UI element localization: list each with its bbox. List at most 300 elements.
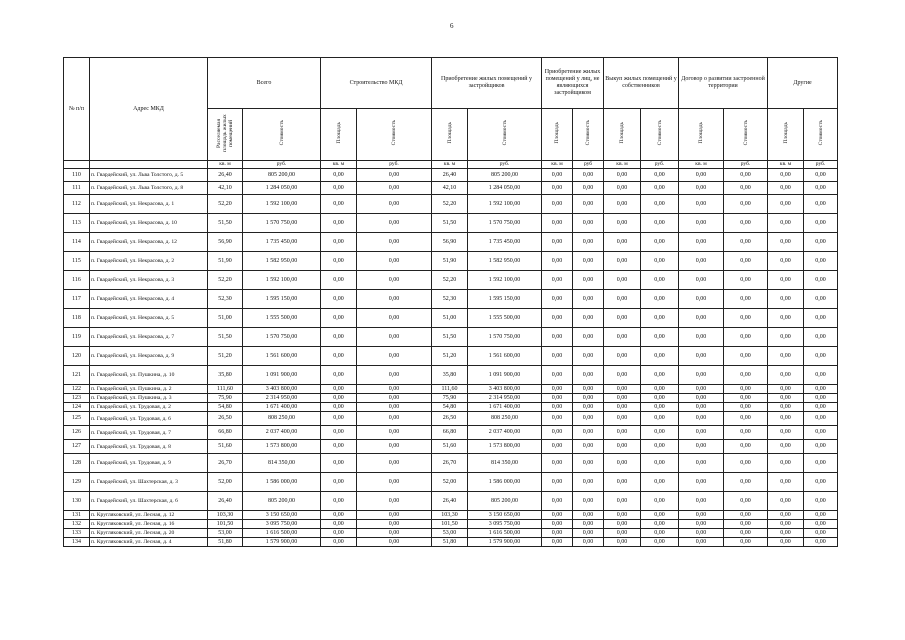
value-cell: 0,00 — [768, 366, 804, 385]
value-cell: 0,00 — [679, 492, 724, 511]
value-cell: 0,00 — [641, 403, 679, 412]
value-cell: 0,00 — [573, 412, 604, 426]
value-cell: 51,00 — [432, 309, 468, 328]
value-cell: 1 573 800,00 — [243, 440, 321, 454]
row-number-cell: 115 — [64, 252, 90, 271]
address-cell: п. Гвардейский, ул. Трудовая, д. 6 — [90, 412, 208, 426]
value-cell: 53,00 — [432, 529, 468, 538]
value-cell: 51,90 — [432, 252, 468, 271]
value-cell: 0,00 — [573, 454, 604, 473]
resettlement-table — [63, 57, 838, 547]
value-cell: 0,00 — [604, 214, 641, 233]
value-cell: 0,00 — [768, 511, 804, 520]
value-cell: 0,00 — [542, 290, 573, 309]
group-territory-header: Договор о развитии застроенной территории — [679, 58, 768, 109]
value-cell: 0,00 — [679, 309, 724, 328]
value-cell: 1 595 150,00 — [243, 290, 321, 309]
value-cell: 0,00 — [604, 309, 641, 328]
unit-label: руб. — [468, 161, 542, 169]
value-cell: 1 582 950,00 — [243, 252, 321, 271]
value-cell: 0,00 — [542, 412, 573, 426]
value-cell: 0,00 — [679, 195, 724, 214]
value-cell: 66,80 — [432, 426, 468, 440]
value-cell: 0,00 — [804, 252, 838, 271]
subheader-cost: Стоимость — [585, 120, 592, 146]
value-cell: 0,00 — [542, 309, 573, 328]
value-cell: 0,00 — [724, 412, 768, 426]
value-cell: 1 570 750,00 — [468, 328, 542, 347]
value-cell: 1 671 400,00 — [468, 403, 542, 412]
row-number-cell: 112 — [64, 195, 90, 214]
value-cell: 0,00 — [321, 440, 357, 454]
value-cell: 0,00 — [724, 271, 768, 290]
value-cell: 1 671 400,00 — [243, 403, 321, 412]
row-number-cell: 126 — [64, 426, 90, 440]
value-cell: 0,00 — [768, 385, 804, 394]
row-number-cell: 130 — [64, 492, 90, 511]
value-cell: 26,50 — [432, 412, 468, 426]
value-cell: 54,80 — [208, 403, 243, 412]
value-cell: 0,00 — [542, 328, 573, 347]
value-cell: 75,90 — [208, 394, 243, 403]
value-cell: 0,00 — [768, 252, 804, 271]
value-cell: 0,00 — [573, 252, 604, 271]
subheader-cost: Стоимость — [656, 120, 663, 146]
value-cell: 0,00 — [679, 403, 724, 412]
row-number-cell: 129 — [64, 473, 90, 492]
table-row — [64, 195, 838, 214]
value-cell: 0,00 — [573, 440, 604, 454]
value-cell: 1 555 500,00 — [243, 309, 321, 328]
value-cell: 0,00 — [679, 440, 724, 454]
table-row — [64, 520, 838, 529]
row-number-cell: 124 — [64, 403, 90, 412]
unit-label: руб. — [804, 161, 838, 169]
value-cell: 0,00 — [604, 347, 641, 366]
value-cell: 0,00 — [641, 440, 679, 454]
value-cell: 0,00 — [724, 233, 768, 252]
address-cell: п. Гвардейский, ул. Некрасова, д. 3 — [90, 271, 208, 290]
value-cell: 0,00 — [573, 328, 604, 347]
value-cell: 26,40 — [432, 492, 468, 511]
value-cell: 0,00 — [679, 473, 724, 492]
value-cell: 0,00 — [573, 403, 604, 412]
value-cell: 0,00 — [357, 394, 432, 403]
value-cell: 0,00 — [542, 403, 573, 412]
value-cell: 0,00 — [357, 385, 432, 394]
value-cell: 2 037 400,00 — [468, 426, 542, 440]
value-cell: 0,00 — [573, 366, 604, 385]
value-cell: 0,00 — [321, 529, 357, 538]
value-cell: 0,00 — [724, 252, 768, 271]
table-row — [64, 182, 838, 195]
address-cell: п. Гвардейский, ул. Некрасова, д. 1 — [90, 195, 208, 214]
value-cell: 0,00 — [573, 492, 604, 511]
value-cell: 0,00 — [542, 511, 573, 520]
value-cell: 0,00 — [641, 385, 679, 394]
value-cell: 0,00 — [804, 233, 838, 252]
address-cell: п. Гвардейский, ул. Некрасова, д. 7 — [90, 328, 208, 347]
table-row — [64, 290, 838, 309]
value-cell: 0,00 — [542, 271, 573, 290]
unit-label: руб — [573, 161, 604, 169]
table-row — [64, 233, 838, 252]
table-row — [64, 511, 838, 520]
value-cell: 111,60 — [208, 385, 243, 394]
value-cell: 0,00 — [768, 394, 804, 403]
value-cell: 0,00 — [804, 347, 838, 366]
value-cell: 0,00 — [724, 492, 768, 511]
value-cell: 51,00 — [208, 309, 243, 328]
value-cell: 0,00 — [804, 169, 838, 182]
value-cell: 0,00 — [604, 492, 641, 511]
value-cell: 0,00 — [804, 492, 838, 511]
value-cell: 0,00 — [321, 271, 357, 290]
value-cell: 0,00 — [321, 412, 357, 426]
col-num-header: № п/п — [64, 58, 90, 161]
value-cell: 0,00 — [679, 182, 724, 195]
address-cell: п. Кругляковский, ул. Лесная, д. 12 — [90, 511, 208, 520]
table-row — [64, 538, 838, 547]
value-cell: 0,00 — [604, 403, 641, 412]
row-number-cell: 114 — [64, 233, 90, 252]
row-number-cell: 134 — [64, 538, 90, 547]
value-cell: 1 561 600,00 — [468, 347, 542, 366]
value-cell: 0,00 — [804, 440, 838, 454]
row-number-cell: 133 — [64, 529, 90, 538]
value-cell: 1 592 100,00 — [243, 195, 321, 214]
subheader-cost: Стоимость — [391, 120, 397, 146]
value-cell: 0,00 — [679, 454, 724, 473]
value-cell: 0,00 — [768, 347, 804, 366]
row-number-cell: 113 — [64, 214, 90, 233]
table-row — [64, 403, 838, 412]
value-cell: 0,00 — [641, 195, 679, 214]
subheader-cost: Стоимость — [742, 120, 749, 146]
value-cell: 0,00 — [641, 426, 679, 440]
value-cell: 0,00 — [604, 511, 641, 520]
value-cell: 0,00 — [641, 182, 679, 195]
value-cell: 0,00 — [679, 511, 724, 520]
value-cell: 0,00 — [604, 394, 641, 403]
group-total-header: Всего — [208, 58, 321, 109]
value-cell: 0,00 — [604, 473, 641, 492]
value-cell: 0,00 — [679, 252, 724, 271]
table-row — [64, 473, 838, 492]
value-cell: 0,00 — [724, 394, 768, 403]
value-cell: 35,80 — [432, 366, 468, 385]
address-cell: п. Гвардейский, ул. Трудовая, д. 9 — [90, 454, 208, 473]
value-cell: 0,00 — [542, 169, 573, 182]
value-cell: 0,00 — [357, 328, 432, 347]
value-cell: 3 150 650,00 — [243, 511, 321, 520]
value-cell: 35,80 — [208, 366, 243, 385]
value-cell: 2 037 400,00 — [243, 426, 321, 440]
value-cell: 0,00 — [357, 169, 432, 182]
value-cell: 0,00 — [573, 520, 604, 529]
value-cell: 0,00 — [573, 473, 604, 492]
value-cell: 0,00 — [724, 440, 768, 454]
unit-label: кв. м — [768, 161, 804, 169]
value-cell: 0,00 — [641, 366, 679, 385]
value-cell: 1 592 100,00 — [243, 271, 321, 290]
table-row — [64, 169, 838, 182]
value-cell: 0,00 — [724, 385, 768, 394]
value-cell: 1 586 000,00 — [468, 473, 542, 492]
value-cell: 3 403 800,00 — [243, 385, 321, 394]
table-row — [64, 252, 838, 271]
value-cell: 0,00 — [604, 271, 641, 290]
value-cell: 0,00 — [641, 328, 679, 347]
unit-label: кв. м — [604, 161, 641, 169]
value-cell: 0,00 — [641, 454, 679, 473]
value-cell: 0,00 — [804, 290, 838, 309]
value-cell: 0,00 — [724, 290, 768, 309]
value-cell: 0,00 — [724, 195, 768, 214]
value-cell: 0,00 — [724, 529, 768, 538]
value-cell: 0,00 — [768, 309, 804, 328]
value-cell: 0,00 — [768, 271, 804, 290]
value-cell: 0,00 — [679, 328, 724, 347]
value-cell: 0,00 — [804, 214, 838, 233]
group-nondeveloper-purchase-header: Приобретение жилых помещений у лиц, не являющихся застройщиком — [542, 58, 604, 109]
value-cell: 56,90 — [208, 233, 243, 252]
subheader-cost: Стоимость — [278, 120, 285, 146]
value-cell: 0,00 — [321, 290, 357, 309]
row-number-cell: 116 — [64, 271, 90, 290]
row-number-cell: 117 — [64, 290, 90, 309]
value-cell: 0,00 — [768, 412, 804, 426]
unit-label: руб. — [641, 161, 679, 169]
value-cell: 0,00 — [542, 492, 573, 511]
value-cell: 0,00 — [641, 347, 679, 366]
value-cell: 0,00 — [804, 538, 838, 547]
value-cell: 1 579 900,00 — [243, 538, 321, 547]
value-cell: 0,00 — [357, 511, 432, 520]
value-cell: 0,00 — [357, 426, 432, 440]
value-cell: 0,00 — [604, 366, 641, 385]
value-cell: 0,00 — [321, 195, 357, 214]
row-number-cell: 122 — [64, 385, 90, 394]
value-cell: 0,00 — [641, 511, 679, 520]
value-cell: 101,50 — [432, 520, 468, 529]
value-cell: 0,00 — [321, 473, 357, 492]
address-cell: п. Гвардейский, ул. Шахтерская, д. 3 — [90, 473, 208, 492]
value-cell: 52,20 — [432, 195, 468, 214]
value-cell: 0,00 — [321, 182, 357, 195]
value-cell: 51,60 — [432, 440, 468, 454]
value-cell: 0,00 — [679, 214, 724, 233]
address-cell: п. Гвардейский, ул. Пушкина, д. 10 — [90, 366, 208, 385]
table-row — [64, 328, 838, 347]
value-cell: 52,20 — [208, 195, 243, 214]
row-number-cell: 121 — [64, 366, 90, 385]
value-cell: 0,00 — [321, 169, 357, 182]
value-cell: 1 284 050,00 — [243, 182, 321, 195]
value-cell: 0,00 — [604, 169, 641, 182]
value-cell: 1 570 750,00 — [243, 214, 321, 233]
value-cell: 51,90 — [208, 252, 243, 271]
subheader-cost: Стоимость — [501, 120, 508, 146]
value-cell: 52,00 — [432, 473, 468, 492]
value-cell: 0,00 — [768, 538, 804, 547]
value-cell: 1 586 000,00 — [243, 473, 321, 492]
value-cell: 1 579 900,00 — [468, 538, 542, 547]
value-cell: 0,00 — [604, 290, 641, 309]
unit-label: кв. м — [679, 161, 724, 169]
value-cell: 0,00 — [573, 214, 604, 233]
value-cell: 0,00 — [604, 328, 641, 347]
unit-label: руб. — [724, 161, 768, 169]
value-cell: 0,00 — [604, 454, 641, 473]
row-number-cell: 110 — [64, 169, 90, 182]
value-cell: 0,00 — [768, 214, 804, 233]
value-cell: 0,00 — [804, 385, 838, 394]
value-cell: 2 314 950,00 — [468, 394, 542, 403]
table-row — [64, 366, 838, 385]
row-number-cell: 118 — [64, 309, 90, 328]
subheader-total-area: Расселяемая площадь жилых помещений — [216, 114, 234, 152]
value-cell: 0,00 — [604, 412, 641, 426]
value-cell: 0,00 — [641, 271, 679, 290]
value-cell: 0,00 — [357, 520, 432, 529]
value-cell: 101,50 — [208, 520, 243, 529]
value-cell: 0,00 — [679, 520, 724, 529]
value-cell: 52,30 — [208, 290, 243, 309]
unit-label: кв. м — [542, 161, 573, 169]
value-cell: 26,70 — [208, 454, 243, 473]
value-cell: 66,80 — [208, 426, 243, 440]
value-cell: 0,00 — [641, 394, 679, 403]
value-cell: 0,00 — [641, 473, 679, 492]
page-number: 6 — [450, 22, 454, 30]
value-cell: 1 555 500,00 — [468, 309, 542, 328]
unit-label: кв. м — [432, 161, 468, 169]
value-cell: 0,00 — [357, 529, 432, 538]
subheader-cost: Стоимость — [817, 120, 824, 146]
value-cell: 0,00 — [724, 426, 768, 440]
value-cell: 0,00 — [357, 195, 432, 214]
value-cell: 0,00 — [542, 394, 573, 403]
value-cell: 0,00 — [321, 233, 357, 252]
address-cell: п. Гвардейский, ул. Шахтерская, д. 6 — [90, 492, 208, 511]
value-cell: 0,00 — [724, 347, 768, 366]
value-cell: 3 403 800,00 — [468, 385, 542, 394]
row-number-cell: 125 — [64, 412, 90, 426]
address-cell: п. Гвардейский, ул. Некрасова, д. 9 — [90, 347, 208, 366]
value-cell: 0,00 — [641, 169, 679, 182]
table-row — [64, 385, 838, 394]
value-cell: 814 350,00 — [468, 454, 542, 473]
value-cell: 0,00 — [542, 426, 573, 440]
value-cell: 0,00 — [357, 454, 432, 473]
value-cell: 0,00 — [357, 366, 432, 385]
value-cell: 0,00 — [768, 233, 804, 252]
unit-label: руб. — [243, 161, 321, 169]
value-cell: 0,00 — [768, 403, 804, 412]
value-cell: 0,00 — [573, 290, 604, 309]
value-cell: 0,00 — [321, 511, 357, 520]
table-row — [64, 529, 838, 538]
value-cell: 0,00 — [641, 290, 679, 309]
value-cell: 0,00 — [768, 454, 804, 473]
value-cell: 0,00 — [573, 394, 604, 403]
value-cell: 52,20 — [432, 271, 468, 290]
value-cell: 0,00 — [679, 426, 724, 440]
value-cell: 0,00 — [641, 529, 679, 538]
value-cell: 0,00 — [641, 520, 679, 529]
address-cell: п. Гвардейский, ул. Трудовая, д. 7 — [90, 426, 208, 440]
value-cell: 0,00 — [357, 309, 432, 328]
value-cell: 0,00 — [321, 214, 357, 233]
subheader-area: Площадь — [554, 122, 561, 144]
value-cell: 0,00 — [804, 309, 838, 328]
group-other-header: Другие — [768, 58, 838, 109]
row-number-cell: 128 — [64, 454, 90, 473]
value-cell: 3 150 650,00 — [468, 511, 542, 520]
unit-label: руб. — [357, 161, 432, 169]
value-cell: 1 592 100,00 — [468, 271, 542, 290]
value-cell: 0,00 — [679, 290, 724, 309]
value-cell: 0,00 — [573, 426, 604, 440]
unit-label: кв. м — [208, 161, 243, 169]
value-cell: 0,00 — [321, 385, 357, 394]
value-cell: 0,00 — [641, 412, 679, 426]
group-construction-header: Строительство МКД — [321, 58, 432, 109]
value-cell: 0,00 — [804, 366, 838, 385]
value-cell: 0,00 — [542, 195, 573, 214]
value-cell: 0,00 — [724, 520, 768, 529]
value-cell: 51,60 — [208, 440, 243, 454]
value-cell: 0,00 — [542, 520, 573, 529]
value-cell: 0,00 — [804, 454, 838, 473]
value-cell: 805 200,00 — [243, 492, 321, 511]
value-cell: 0,00 — [679, 233, 724, 252]
value-cell: 0,00 — [679, 538, 724, 547]
row-number-cell: 120 — [64, 347, 90, 366]
value-cell: 1 595 150,00 — [468, 290, 542, 309]
value-cell: 51,80 — [432, 538, 468, 547]
value-cell: 0,00 — [604, 182, 641, 195]
table-row — [64, 440, 838, 454]
value-cell: 1 616 500,00 — [468, 529, 542, 538]
value-cell: 0,00 — [357, 182, 432, 195]
value-cell: 0,00 — [357, 403, 432, 412]
value-cell: 0,00 — [768, 290, 804, 309]
units-row — [64, 161, 838, 169]
address-cell: п. Кругляковский, ул. Лесная, д. 16 — [90, 520, 208, 529]
value-cell: 0,00 — [768, 492, 804, 511]
address-cell: п. Гвардейский, ул. Пушкина, д. 3 — [90, 394, 208, 403]
value-cell: 0,00 — [321, 403, 357, 412]
value-cell: 1 573 800,00 — [468, 440, 542, 454]
value-cell: 0,00 — [679, 385, 724, 394]
value-cell: 1 592 100,00 — [468, 195, 542, 214]
value-cell: 0,00 — [573, 385, 604, 394]
value-cell: 0,00 — [804, 182, 838, 195]
value-cell: 0,00 — [768, 440, 804, 454]
value-cell: 0,00 — [321, 347, 357, 366]
value-cell: 0,00 — [357, 440, 432, 454]
value-cell: 0,00 — [679, 394, 724, 403]
value-cell: 0,00 — [724, 473, 768, 492]
value-cell: 0,00 — [321, 328, 357, 347]
value-cell: 0,00 — [679, 169, 724, 182]
subheader-area: Площадь — [335, 122, 342, 144]
value-cell: 0,00 — [321, 454, 357, 473]
value-cell: 0,00 — [573, 511, 604, 520]
value-cell: 53,00 — [208, 529, 243, 538]
